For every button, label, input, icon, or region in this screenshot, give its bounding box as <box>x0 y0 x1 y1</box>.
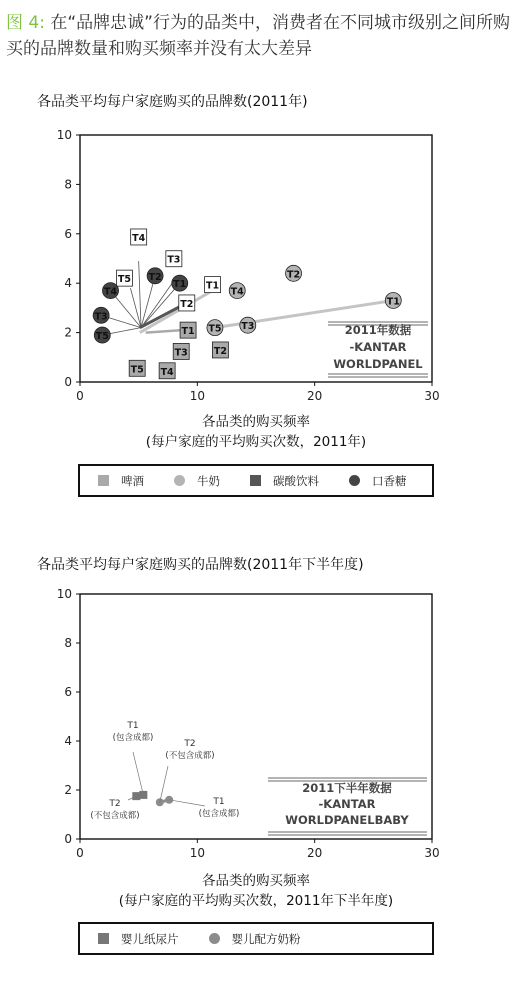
watermark-text: -KANTAR <box>318 797 376 811</box>
data-point-label: T2 <box>213 345 227 357</box>
figure-label: 图 4: <box>6 13 45 33</box>
y-tick-label: 4 <box>64 734 72 748</box>
milk-range-line <box>140 291 213 333</box>
watermark-text: -KANTAR <box>349 340 407 354</box>
legend-item <box>349 473 407 489</box>
data-point-label: T4 <box>230 286 244 298</box>
legend-swatch <box>174 475 185 486</box>
data-point-label: T5 <box>130 364 144 376</box>
annotation-sublabel: (不包含成都) <box>90 811 140 821</box>
legend-label: 牛奶 <box>197 473 220 488</box>
chart2-xlabel-line1: 各品类的购买频率 <box>202 873 310 889</box>
y-tick-label: 10 <box>56 128 72 142</box>
chart1-title: 各品类平均每户家庭购买的品牌数(2011年) <box>37 94 308 110</box>
legend-label: 啤酒 <box>121 473 144 488</box>
data-point-label: T4 <box>160 366 174 378</box>
legend-label: 碳酸饮料 <box>273 473 319 488</box>
watermark-text: WORLDPANELBABY <box>285 813 409 827</box>
legend-swatch <box>98 933 109 944</box>
y-tick-label: 8 <box>64 177 72 192</box>
y-tick-label: 2 <box>64 783 72 797</box>
data-point-label: T3 <box>174 347 188 359</box>
legend-label: 口香糖 <box>372 473 407 488</box>
chart2-plot <box>57 587 440 860</box>
x-tick-label: 20 <box>307 846 323 860</box>
y-tick-label: 8 <box>64 636 72 650</box>
x-tick-label: 10 <box>189 389 205 403</box>
legend-swatch <box>349 475 360 486</box>
annotation-leader <box>169 800 205 806</box>
x-tick-label: 30 <box>424 846 440 860</box>
y-tick-label: 6 <box>64 226 72 241</box>
x-tick-label: 0 <box>76 389 84 403</box>
y-tick-label: 4 <box>64 276 72 291</box>
data-point-label: T3 <box>94 311 108 323</box>
annotation-leader <box>133 752 143 795</box>
data-point-label: T2 <box>180 298 194 310</box>
data-point-label: T1 <box>206 280 220 292</box>
data-point-label: T4 <box>132 232 146 244</box>
data-point-label: T5 <box>208 323 222 335</box>
legend-swatch <box>250 475 261 486</box>
chart2-xlabel-line2: (每户家庭的平均购买次数，2011年下半年度) <box>118 893 394 909</box>
legend-swatch <box>209 933 220 944</box>
annotation-label: T2 <box>109 799 121 809</box>
plot-frame <box>80 594 432 839</box>
data-point-label: T1 <box>173 279 187 291</box>
x-tick-label: 10 <box>189 846 205 860</box>
watermark-text: 2011下半年数据 <box>302 781 392 795</box>
chart1-xlabel-line1: 各品类的购买频率 <box>202 414 310 430</box>
chart1-legend <box>78 464 434 497</box>
chart2-title: 各品类平均每户家庭购买的品牌数(2011年下半年度) <box>37 557 364 573</box>
x-tick-label: 30 <box>424 389 440 403</box>
watermark-text: WORLDPANEL <box>333 357 423 371</box>
legend-item <box>98 931 179 947</box>
data-point-label: T1 <box>181 326 195 338</box>
watermark-text: 2011年数据 <box>344 323 412 337</box>
legend-item <box>98 473 144 489</box>
y-tick-label: 2 <box>64 325 72 340</box>
chart1-xlabel-line2: (每户家庭的平均购买次数，2011年) <box>145 434 367 450</box>
data-point-label: T1 <box>386 296 400 308</box>
x-tick-label: 0 <box>76 846 84 860</box>
chart1-plot <box>57 128 440 403</box>
annotation-sublabel: (包含成都) <box>112 733 154 743</box>
chart2-xlabel <box>60 869 452 909</box>
annotation-label: T2 <box>184 739 196 749</box>
legend-item <box>209 931 301 947</box>
data-point-label: T2 <box>148 271 162 283</box>
legend-label: 婴儿配方奶粉 <box>231 931 301 946</box>
y-tick-label: 6 <box>64 685 72 699</box>
figure-caption: 在“品牌忠诚”行为的品类中，消费者在不同城市级别之间所购买的品牌数量和购买频率并没有太大差异 <box>6 13 510 59</box>
annotation-sublabel: (不包含成都) <box>165 751 215 761</box>
chart2-legend <box>78 922 434 955</box>
data-point-label: T5 <box>95 331 109 343</box>
leader-line <box>139 261 141 328</box>
legend-item <box>250 473 319 489</box>
legend-item <box>174 473 220 489</box>
y-tick-label: 0 <box>64 375 72 389</box>
data-point-label: T3 <box>241 321 255 333</box>
legend-label: 婴儿纸尿片 <box>121 931 179 946</box>
y-tick-label: 0 <box>64 832 72 846</box>
annotation-label: T1 <box>127 721 139 731</box>
leader-line <box>141 281 174 328</box>
x-tick-label: 20 <box>307 389 323 403</box>
y-tick-label: 10 <box>56 587 72 601</box>
chart1-xlabel <box>80 410 432 450</box>
legend-swatch <box>98 475 109 486</box>
data-point-label: T5 <box>117 274 132 286</box>
data-point-label: T3 <box>167 254 181 266</box>
data-point-label: T4 <box>103 286 118 298</box>
annotation-label: T1 <box>213 797 225 807</box>
data-point-label: T2 <box>286 269 301 281</box>
beer-range-line <box>146 330 182 332</box>
annotation-sublabel: (包含成都) <box>198 809 240 819</box>
